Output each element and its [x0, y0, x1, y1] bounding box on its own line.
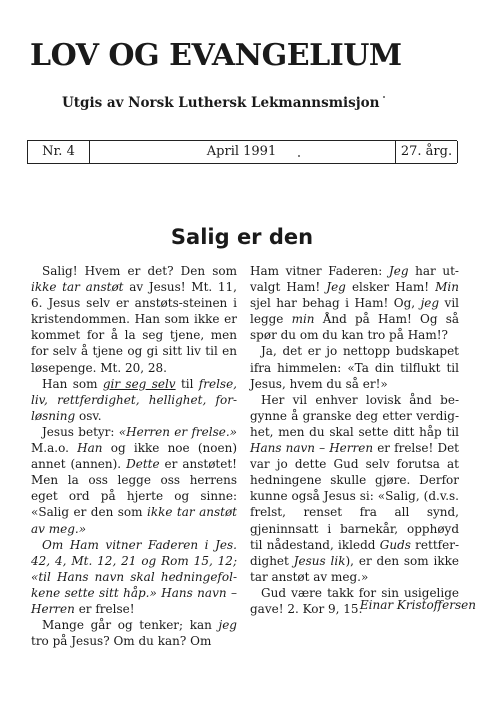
paragraph: Salig! Hvem er det? Den som ikke tar anstøt av Jesus! Mt. 11, 6. Jesus selv er anstøts-steinen i kristendommen. Han som ikke er kommet for å la seg tjene, men for selv å tjene og gi sitt liv til en løsepenge. Mt. 20, 28. — [31, 264, 237, 375]
paragraph: Jesus betyr: «Herren er frelse.» M.a.o. Han og ikke noe (noen) annet (annen). Dette er anstøtet! Men la oss legge oss herrens eget ord på hjerte og sinne: «Salig er den som ikke tar anstøt av meg.» — [31, 424, 238, 536]
emphasis: Om Ham vitner Faderen i Jes. 42, 4, Mt. 12, 21 og Rom 15, 12; «til Hans navn skal hedningefolkene sette sitt håp.» Hans navn – Herren — [31, 537, 237, 616]
emphasis: Guds — [379, 537, 411, 552]
emphasis: Hans navn – Herren — [250, 441, 374, 456]
issue-number: Nr. 4 — [27, 141, 90, 163]
emphasis-underlined: gir seg selv — [102, 376, 176, 391]
paragraph: Ja, det er jo nettopp budskapet ifra himmelen: «Ta din tilflukt til Jesus, hvem du så er!» — [250, 344, 459, 391]
emphasis: ikke tar anstøt av meg.» — [31, 505, 238, 536]
emphasis: Jeg — [326, 280, 346, 295]
author-signature: Einar Kristoffersen — [359, 598, 476, 612]
paragraph: Ham vitner Faderen: Jeg har utvalgt Ham! Jeg elsker Ham! Min sjel har behag i Ham! Og, jeg vil legge min Ånd på Ham! Og så spør du om du kan tro på Ham!? — [250, 264, 460, 343]
paragraph: Gud være takk for sin usigelige gave! 2. Kor 9, 15. — [250, 585, 459, 616]
emphasis: ikke tar anstøt — [31, 280, 124, 295]
issue-volume: 27. årg. — [395, 141, 458, 163]
paragraph: Her vil enhver lovisk ånd begynne å granske deg etter verdighet, men du skal sette ditt håp til Hans navn – Herren er frelse! Det var jo dette Gud selv forutsa at hedningene skulle gjøre. Derfor kunne også Jesus si: «Salig, (d.v.s. frelst, renset fra all synd, gjeninnsatt i barnekår, opphøyd til nådestand, ikledd Guds rettferdighet Jesus lik), er den som ikke tar anstøt av meg.» — [250, 392, 459, 584]
paragraph: Han som gir seg selv til frelse, liv, rettferdighet, hellighet, forløsning osv. — [31, 376, 237, 423]
print-speck — [298, 155, 300, 157]
emphasis: Jesus lik — [293, 553, 346, 568]
emphasis: Min — [435, 280, 459, 295]
article-column-right — [250, 263, 459, 617]
paragraph: Om Ham vitner Faderen i Jes. 42, 4, Mt. 12, 21 og Rom 15, 12; «til Hans navn skal hedningefolkene sette sitt håp.» Hans navn – Herren er frelse! — [31, 537, 237, 616]
issue-bar — [27, 140, 457, 164]
emphasis: Han — [77, 441, 103, 456]
emphasis: «Herren er frelse.» — [118, 424, 237, 439]
masthead-title: LOV OG EVANGELIUM — [30, 38, 402, 73]
emphasis: jeg — [420, 296, 440, 311]
article-headline: Salig er den — [170, 225, 314, 249]
paragraph: Mange går og tenker; kan jeg tro på Jesus? Om du kan? Om — [31, 618, 237, 649]
print-speck — [383, 96, 385, 98]
emphasis: min — [291, 312, 315, 327]
emphasis: frelse, liv, rettferdighet, hellighet, forløsning — [31, 376, 237, 423]
masthead-subtitle: Utgis av Norsk Luthersk Lekmannsmisjon — [62, 95, 380, 111]
emphasis: Jeg — [388, 264, 409, 278]
emphasis: Dette — [126, 457, 160, 472]
article-column-left — [31, 263, 237, 649]
issue-date: April 1991 — [206, 144, 277, 159]
emphasis: jeg — [218, 618, 237, 633]
